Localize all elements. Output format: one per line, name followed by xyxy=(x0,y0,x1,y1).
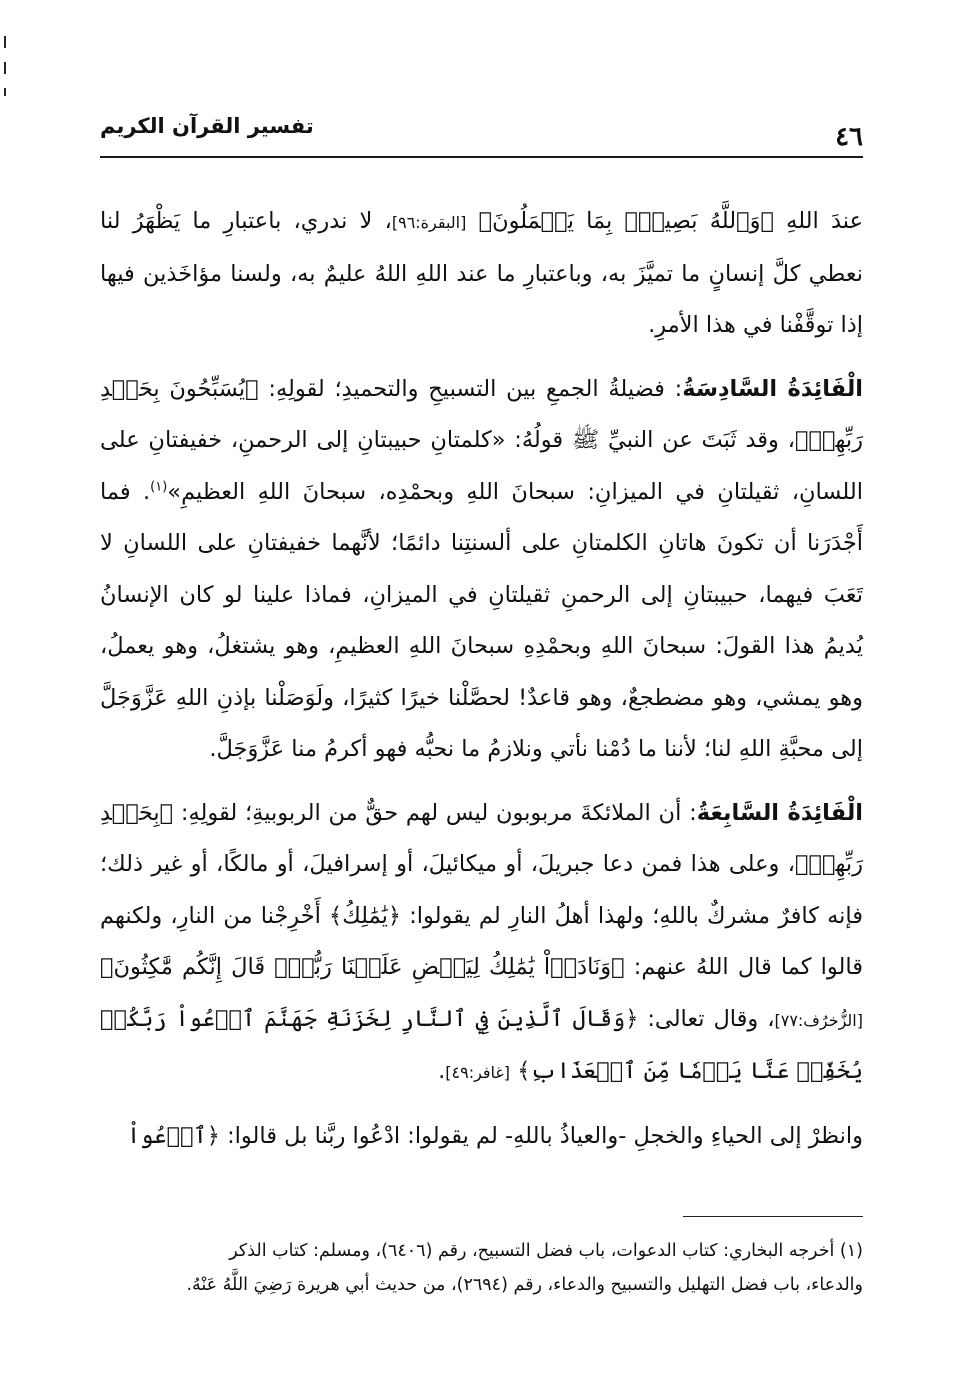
footnote-line: والدعاء، باب فضل التهليل والتسبيح والدعاء، رقم (٢٦٩٤)، من حديث أبي هريرة رَضِيَ اللَّهُ عَنْهُ. xyxy=(186,1275,863,1295)
text-span: : أن الملائكةَ مربوبون ليس لهم حقٌّ من الربوبيةِ؛ لقولِهِ: xyxy=(173,799,697,826)
text-span: ، وعلى هذا فمن دعا جبريلَ، أو ميكائيلَ، أو إسرافيلَ، أو مالكًا، أو غير ذلك؛ فإنه كافرٌ مشركٌ باللهِ؛ ولهذا أهلُ النارِ لم يقولوا: xyxy=(100,851,864,929)
footnote-line: (١) أخرجه البخاري: كتاب الدعوات، باب فضل التسبيح، رقم (٦٤٠٦)، ومسلم: كتاب الذكر xyxy=(229,1241,863,1261)
quran-verse: ﴿وَقَالَ ٱلَّذِينَ فِي ٱلنَّارِ لِخَزَنَةِ جَهَنَّمَ ٱدۡعُواْ رَبَّكُمۡ يُخَفِّفۡ عَنَّا يَوۡمٗا مِّنَ ٱلۡعَذَابِ﴾ xyxy=(100,1005,863,1084)
paragraph-4 xyxy=(100,1111,863,1163)
text-span: أَخْرِجْنا من النارِ، ولكنهم قالوا كما قال اللهُ عنهم: xyxy=(100,902,863,980)
text-span: . فما أَجْدَرَنا أن تكونَ هاتانِ الكلمتانِ على ألسنتِنا دائمًا؛ لأنَّهما خفيفتانِ على اللسانِ لا تَعَبَ فيهما، حبيبتانِ إلى الرحمنِ ثقيلتانِ في الميزانِ، فماذا علينا لو كان الإنسانُ يُديمُ هذا القولَ: سبحانَ اللهِ وبحمْدِهِ سبحانَ اللهِ العظيمِ، وهو يشتغلُ، وهو يعملُ، وهو يمشي، وهو مضطجعٌ، وهو قاعدٌ! لحصَّلْنا خيرًا كثيرًا، ولَوَصَلْنا بإذنِ اللهِ عَزَّوَجَلَّ إلى محبَّةِ اللهِ لنا؛ لأننا ما دُمْنا نأتي ونلازمُ ما نحبُّه فهو أكرمُ منا عَزَّوَجَلَّ. xyxy=(100,478,863,762)
paragraph-3 xyxy=(100,788,863,1099)
edge-mark xyxy=(4,36,6,48)
text-span: ، لا ندري، باعتبارِ ما يَظْهَرُ لنا نعطي كلَّ إنسانٍ ما تميَّزَ به، وباعتبارِ ما عند اللهِ اللهُ عليمٌ به، ولسنا مؤاخَذين فيها إذا توقَّفْنا في هذا الأمرِ. xyxy=(100,208,863,338)
verse-reference: [البقرة:٩٦] xyxy=(391,213,467,232)
section-label: الْفَائِدَةُ السَّابِعَةُ xyxy=(696,799,863,826)
section-label: الْفَائِدَةُ السَّادِسَةُ xyxy=(682,375,864,402)
quran-verse: ﴿ٱدۡعُواْ xyxy=(127,1122,220,1149)
quran-verse: ﴿بِحَمۡدِ رَبِّهِمۡ﴾ xyxy=(100,799,863,877)
text-span: : فضيلةُ الجمعِ بين التسبيحِ والتحميدِ؛ لقولِهِ: xyxy=(258,375,683,402)
footnote xyxy=(92,1234,863,1302)
quran-verse: ﴿وَنَادَوۡاْ يَٰمَٰلِكُ لِيَقۡضِ عَلَيۡنَا رَبُّكَۖ قَالَ إِنَّكُم مَّٰكِثُونَ﴾ xyxy=(100,954,625,980)
footnote-marker[interactable]: (١) xyxy=(150,479,168,494)
quran-verse: ﴿يُسَبِّحُونَ بِحَمۡدِ رَبِّهِمۡ﴾ xyxy=(100,375,863,453)
edge-mark xyxy=(4,88,6,96)
edge-mark xyxy=(4,62,6,74)
text-span: عندَ اللهِ xyxy=(786,208,864,234)
quran-verse: ﴿يَٰمَٰلِكُ﴾ xyxy=(329,902,402,929)
running-title: تفسير القرآن الكريم xyxy=(100,114,314,138)
footnote-separator xyxy=(683,1216,863,1217)
text-span: ، وقد ثَبَتَ عن النبيِّ ﷺ قولُهُ: «كلمتانِ حبيبتانِ إلى الرحمنِ، خفيفتانِ على اللسانِ، ثقيلتانِ في الميزانِ: سبحانَ اللهِ وبحمْدِه، سبحانَ اللهِ العظيمِ» xyxy=(100,427,863,505)
text-span: وانظرْ إلى الحياءِ والخجلِ -والعياذُ باللهِ- لم يقولوا: ادْعُوا ربَّنا بل قالوا: xyxy=(219,1122,863,1149)
verse-reference: [غافر:٤٩] xyxy=(445,1063,511,1082)
paragraph-2 xyxy=(100,364,863,776)
text-span: ، وقال تعالى: xyxy=(638,1005,775,1032)
quran-verse: ﴿وَٱللَّهُ بَصِيرُۢ بِمَا يَعۡمَلُونَ﴾ xyxy=(478,208,774,234)
text-span: . xyxy=(438,1058,446,1084)
page-header xyxy=(100,108,863,158)
page-number: ٤٦ xyxy=(835,122,863,152)
main-text xyxy=(100,196,863,1174)
paragraph-1 xyxy=(100,196,863,352)
verse-reference: [الزُّخرُف:٧٧] xyxy=(774,1010,863,1030)
